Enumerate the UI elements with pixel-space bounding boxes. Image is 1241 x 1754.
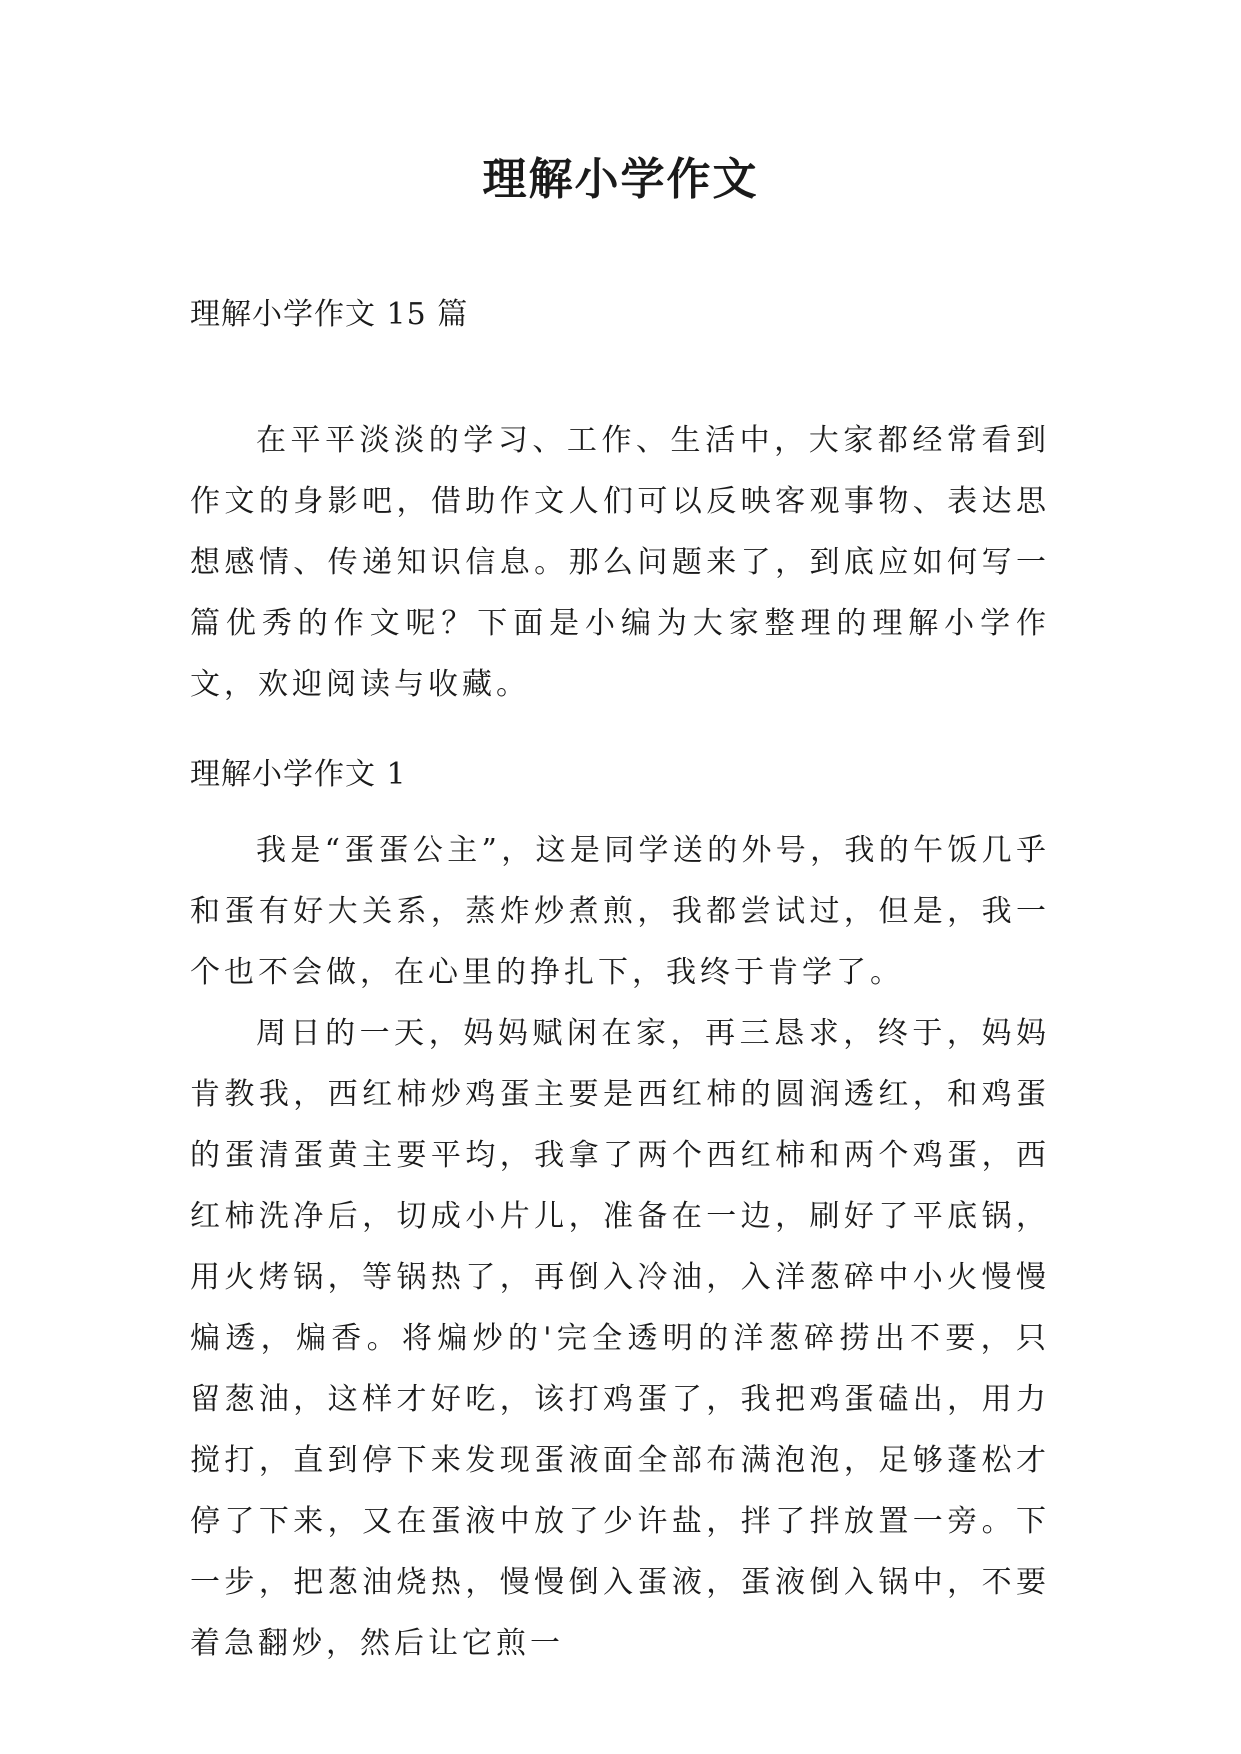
document-title: 理解小学作文 xyxy=(482,154,759,205)
essay-paragraph: 周日的一天，妈妈赋闲在家，再三恳求，终于，妈妈肯教我，西红柿炒鸡蛋主要是西红柿的圆润透红，和鸡蛋的蛋清蛋黄主要平均，我拿了两个西红柿和两个鸡蛋，西红柿洗净后，切成小片儿，准备在一边，刷好了平底锅，用火烤锅，等锅热了，再倒入冷油，入洋葱碎中小火慢慢煸透，煸香。将煸炒的'完全透明的洋葱碎捞出不要，只留葱油，这样才好吃，该打鸡蛋了，我把鸡蛋磕出，用力搅打，直到停下来发现蛋液面全部布满泡泡，足够蓬松才停了下来，又在蛋液中放了少许盐，拌了拌放置一旁。下一步，把葱油烧热，慢慢倒入蛋液，蛋液倒入锅中，不要着急翻炒，然后让它煎一 xyxy=(190,1016,1050,1661)
intro-paragraph: 在平平淡淡的学习、工作、生活中，大家都经常看到作文的身影吧，借助作文人们可以反映客观事物、表达思想感情、传递知识信息。那么问题来了，到底应如何写一篇优秀的作文呢？下面是小编为大家整理的理解小学作文，欢迎阅读与收藏。 xyxy=(190,423,1050,702)
essay-paragraph: 我是“蛋蛋公主”，这是同学送的外号，我的午饭几乎和蛋有好大关系，蒸炸炒煮煎，我都尝试过，但是，我一个也不会做，在心里的挣扎下，我终于肯学了。 xyxy=(190,833,1050,990)
document-subtitle: 理解小学作文 15 篇 xyxy=(190,297,469,332)
intro-block xyxy=(190,410,1050,715)
section-heading-1: 理解小学作文 1 xyxy=(190,757,407,792)
essay-body-1 xyxy=(190,820,1050,1674)
